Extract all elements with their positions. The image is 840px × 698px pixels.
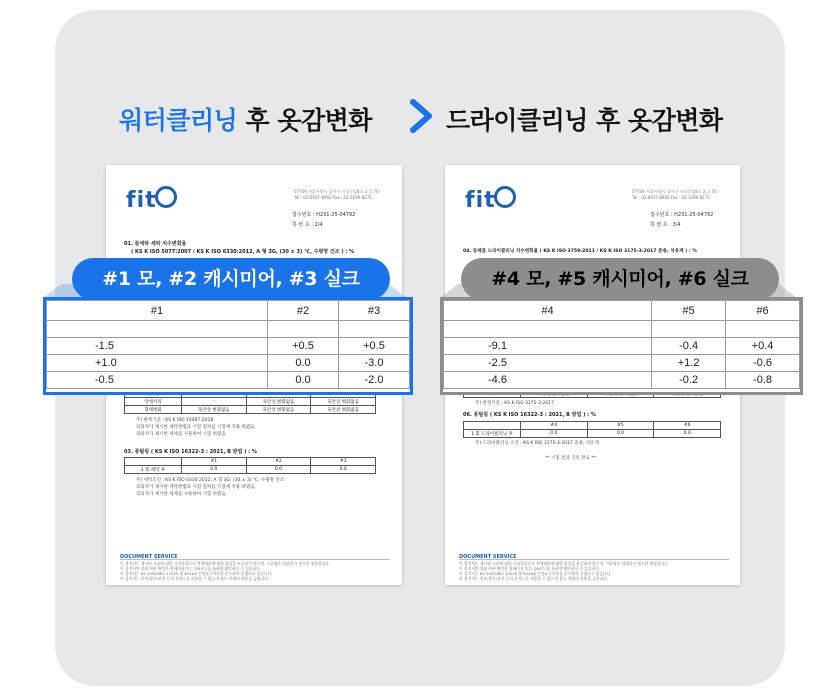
fiti-logo: fit xyxy=(126,186,177,213)
table-cell: 0.0 xyxy=(587,430,654,438)
note-line: 의뢰자가 제시한 세탁방법과 시험 절차를 시험에 적용 하였음. xyxy=(136,425,257,430)
table-cell: -2.0 xyxy=(338,372,409,389)
table-cell xyxy=(125,458,182,466)
column-header: #3 xyxy=(338,301,409,321)
table-cell: 육안상 변화없음 xyxy=(311,406,376,414)
column-header: #4 xyxy=(444,301,652,321)
pilling-table xyxy=(463,421,721,438)
table-cell: 0.0 xyxy=(182,466,247,474)
footer-notes xyxy=(459,561,669,581)
table-cell xyxy=(464,422,521,430)
footer-line: 이 성적서의 진위 여부 확인은 홈페이지 또는 QR코드를 통하여 확인하실 수 있습니다. xyxy=(459,566,601,571)
table-cell: #6 xyxy=(654,422,721,430)
blank-cell xyxy=(726,321,800,338)
footer-notes xyxy=(120,561,330,581)
table-cell: 0.0 xyxy=(654,430,721,438)
table-cell: #5 xyxy=(587,422,654,430)
table-cell: -3.0 xyxy=(338,355,409,372)
table-cell: -0.6 xyxy=(726,355,800,372)
table-cell: 0.0 xyxy=(521,430,588,438)
table-cell: -1.5 xyxy=(47,338,268,355)
comparison-heading xyxy=(0,97,840,137)
divider xyxy=(459,559,729,560)
footer-line: 이 성적서는 제시된 시료에 대한 시험결과로서 전체제품에 대한 품질을 보증하지 않으며, 시료명은 의뢰자가 제시한 명칭입니다. xyxy=(459,561,670,566)
table-cell: 1 회 드라이클리닝 후 xyxy=(464,430,521,438)
section-title: 06. 퓨틸링 ( KS K ISO 16322-3 : 2021, B 방법 ) : % xyxy=(463,412,596,418)
note-block xyxy=(136,477,286,498)
table-cell: -0.2 xyxy=(652,372,726,389)
blank-cell xyxy=(47,321,268,338)
note-line: 의뢰자가 제시한 세제를 사용하여 시험 하였음. xyxy=(136,432,228,437)
section-subtitle: ( KS K ISO 5077:2007 / KS K ISO 6330:2012, A 형 3G, (30 ± 3) ℃, 수평망 건조 ) : % xyxy=(131,249,355,255)
zoomed-results-table xyxy=(443,300,800,389)
receipt-number: 접수번호 : H231-25-04792 xyxy=(650,212,714,218)
table-cell: -0.8 xyxy=(726,372,800,389)
zoomed-results-table xyxy=(46,300,410,389)
section-title: 04. 동제품 드라이클리닝 치수변화율 ( KS K ISO 3759:2011 / KS K ISO 3175-3:2017 준용, 석유계 ) : % xyxy=(463,249,697,254)
table-cell: +0.5 xyxy=(268,338,339,355)
report-meta xyxy=(292,210,355,230)
table-cell: -0.4 xyxy=(652,338,726,355)
table-cell: +0.5 xyxy=(338,338,409,355)
blank-cell xyxy=(268,321,339,338)
table-cell: 육안상 변화없음 xyxy=(311,398,376,406)
zoomed-table-water xyxy=(43,297,413,395)
dry-cleaning-title: 드라이클리닝 후 옷감변화 xyxy=(446,106,723,135)
note-line: 주) 판정기준 : KS K ISO 3175-3:2017 xyxy=(475,401,554,406)
water-cleaning-title xyxy=(119,101,372,137)
chevron-right-icon xyxy=(407,99,435,133)
table-cell: 악세서리 xyxy=(125,398,182,406)
table-cell: #3 xyxy=(311,458,376,466)
table-cell: 1 회 세탁 후 xyxy=(125,466,182,474)
footer-line: 이 성적서는 KS Q ISO/IEC 17025 및 KOLAS 인정요구사항을 준수하여 운영되고 있습니다. xyxy=(459,571,612,576)
footer-line: 이 성적서의 진위 여부 확인은 홈페이지 또는 QR코드를 통하여 확인하실 수 있습니다. xyxy=(120,566,262,571)
lab-address: 07749 서울특별시 강서구 마곡중앙8로 3 길 76 · Tel : 02-6937-8960 Fax : 02-3299-8271 xyxy=(294,189,382,200)
divider xyxy=(120,559,390,560)
table-cell: 0.0 xyxy=(268,355,339,372)
page-number: 쪽 번 호 : 2/4 xyxy=(292,222,323,228)
end-of-results: ** 시험 결과 기록 완료 ** xyxy=(545,456,596,461)
note-block xyxy=(136,417,256,438)
zoomed-table-dry xyxy=(440,297,803,395)
table-cell: 0.0 xyxy=(268,372,339,389)
sample-label-water: #1 모, #2 캐시미어, #3 실크 xyxy=(72,258,390,300)
footer-line: 이 성적서는 제시된 시료에 대한 시험결과로서 전체제품에 대한 품질을 보증하지 않으며, 시료명은 의뢰자가 제시한 명칭입니다. xyxy=(120,561,331,566)
table-cell: 형태변화 xyxy=(125,406,182,414)
fiti-logo: fit xyxy=(465,186,516,213)
pilling-table xyxy=(124,457,376,474)
note-line: 주) 판정기준 : KS K ISO 15487:2018 xyxy=(136,418,214,423)
column-header: #6 xyxy=(726,301,800,321)
table-cell: - xyxy=(182,398,247,406)
water-cleaning-suffix: 후 옷감변화 xyxy=(237,106,372,135)
column-header: #5 xyxy=(652,301,726,321)
table-cell: -2.5 xyxy=(444,355,652,372)
sample-label-dry xyxy=(461,258,779,300)
column-header: #2 xyxy=(268,301,339,321)
note-line: 의뢰자가 제시한 세제를 사용하여 시험 하였음. xyxy=(136,492,228,497)
document-service-title: DOCUMENT SERVICE xyxy=(120,554,178,560)
note-line: 주) 세탁조건 : KS K ISO 6330:2012, A 형 3G, (30 ± 3) ℃, 수평망 건조. xyxy=(136,478,286,483)
page-number: 쪽 번 호 : 3/4 xyxy=(650,222,681,228)
footer-line: 이 성적서는 홍보/광고/선전 등의 목적으로 사용할 수 없으며 용도 이외의 사용을 금합니다. xyxy=(120,576,270,581)
table-cell: -0.5 xyxy=(47,372,268,389)
table-cell: #4 xyxy=(521,422,588,430)
report-meta xyxy=(650,210,713,230)
table-cell: 0.0 xyxy=(311,466,376,474)
section-title: 03. 퓨틸링 ( KS K ISO 16322-3 : 2021, B 방법 ) : % xyxy=(124,449,257,455)
document-service-title: DOCUMENT SERVICE xyxy=(459,554,517,560)
table-cell: #1 xyxy=(182,458,247,466)
table-cell: +0.4 xyxy=(726,338,800,355)
footer-line: 이 성적서는 KS Q ISO/IEC 17025 및 KOLAS 인정요구사항을 준수하여 운영되고 있습니다. xyxy=(120,571,273,576)
blank-cell xyxy=(444,321,652,338)
water-cleaning-highlight: 워터클리닝 xyxy=(119,106,238,135)
note-line: 주) 드라이클리닝 조건 : KS K ISO 3175-3:2017 준용, 석유계 xyxy=(475,441,599,446)
column-header: #1 xyxy=(47,301,268,321)
table-cell: -9.1 xyxy=(444,338,652,355)
section-title: 01. 물세탁 세탁 치수변화율 xyxy=(124,241,187,247)
table-cell: #2 xyxy=(246,458,311,466)
note-block xyxy=(475,400,554,407)
table-cell: 육안상 변화없음 xyxy=(246,406,311,414)
table-cell: -4.6 xyxy=(444,372,652,389)
table-cell: 0.0 xyxy=(246,466,311,474)
lab-address: 07749 서울특별시 강서구 마곡중앙8로 3 길 76 · Tel : 02-6937-8960 Fax : 02-3299-8271 xyxy=(632,189,720,200)
blank-cell xyxy=(338,321,409,338)
footer-line: 이 성적서는 홍보/광고/선전 등의 목적으로 사용할 수 없으며 용도 이외의 사용을 금합니다. xyxy=(459,576,609,581)
sample-label-dry-text: #4 모, #5 캐시미어, #6 실크 xyxy=(491,268,749,290)
table-cell: +1.2 xyxy=(652,355,726,372)
note-line: 의뢰자가 제시한 세탁방법과 시험 절차를 시험에 적용 하였음. xyxy=(136,485,257,490)
blank-cell xyxy=(652,321,726,338)
table-cell: 육안상 변화없음 xyxy=(182,406,247,414)
receipt-number: 접수번호 : H231-25-04792 xyxy=(292,212,356,218)
table-cell: 육안상 변화없음 xyxy=(246,398,311,406)
table-cell: +1.0 xyxy=(47,355,268,372)
